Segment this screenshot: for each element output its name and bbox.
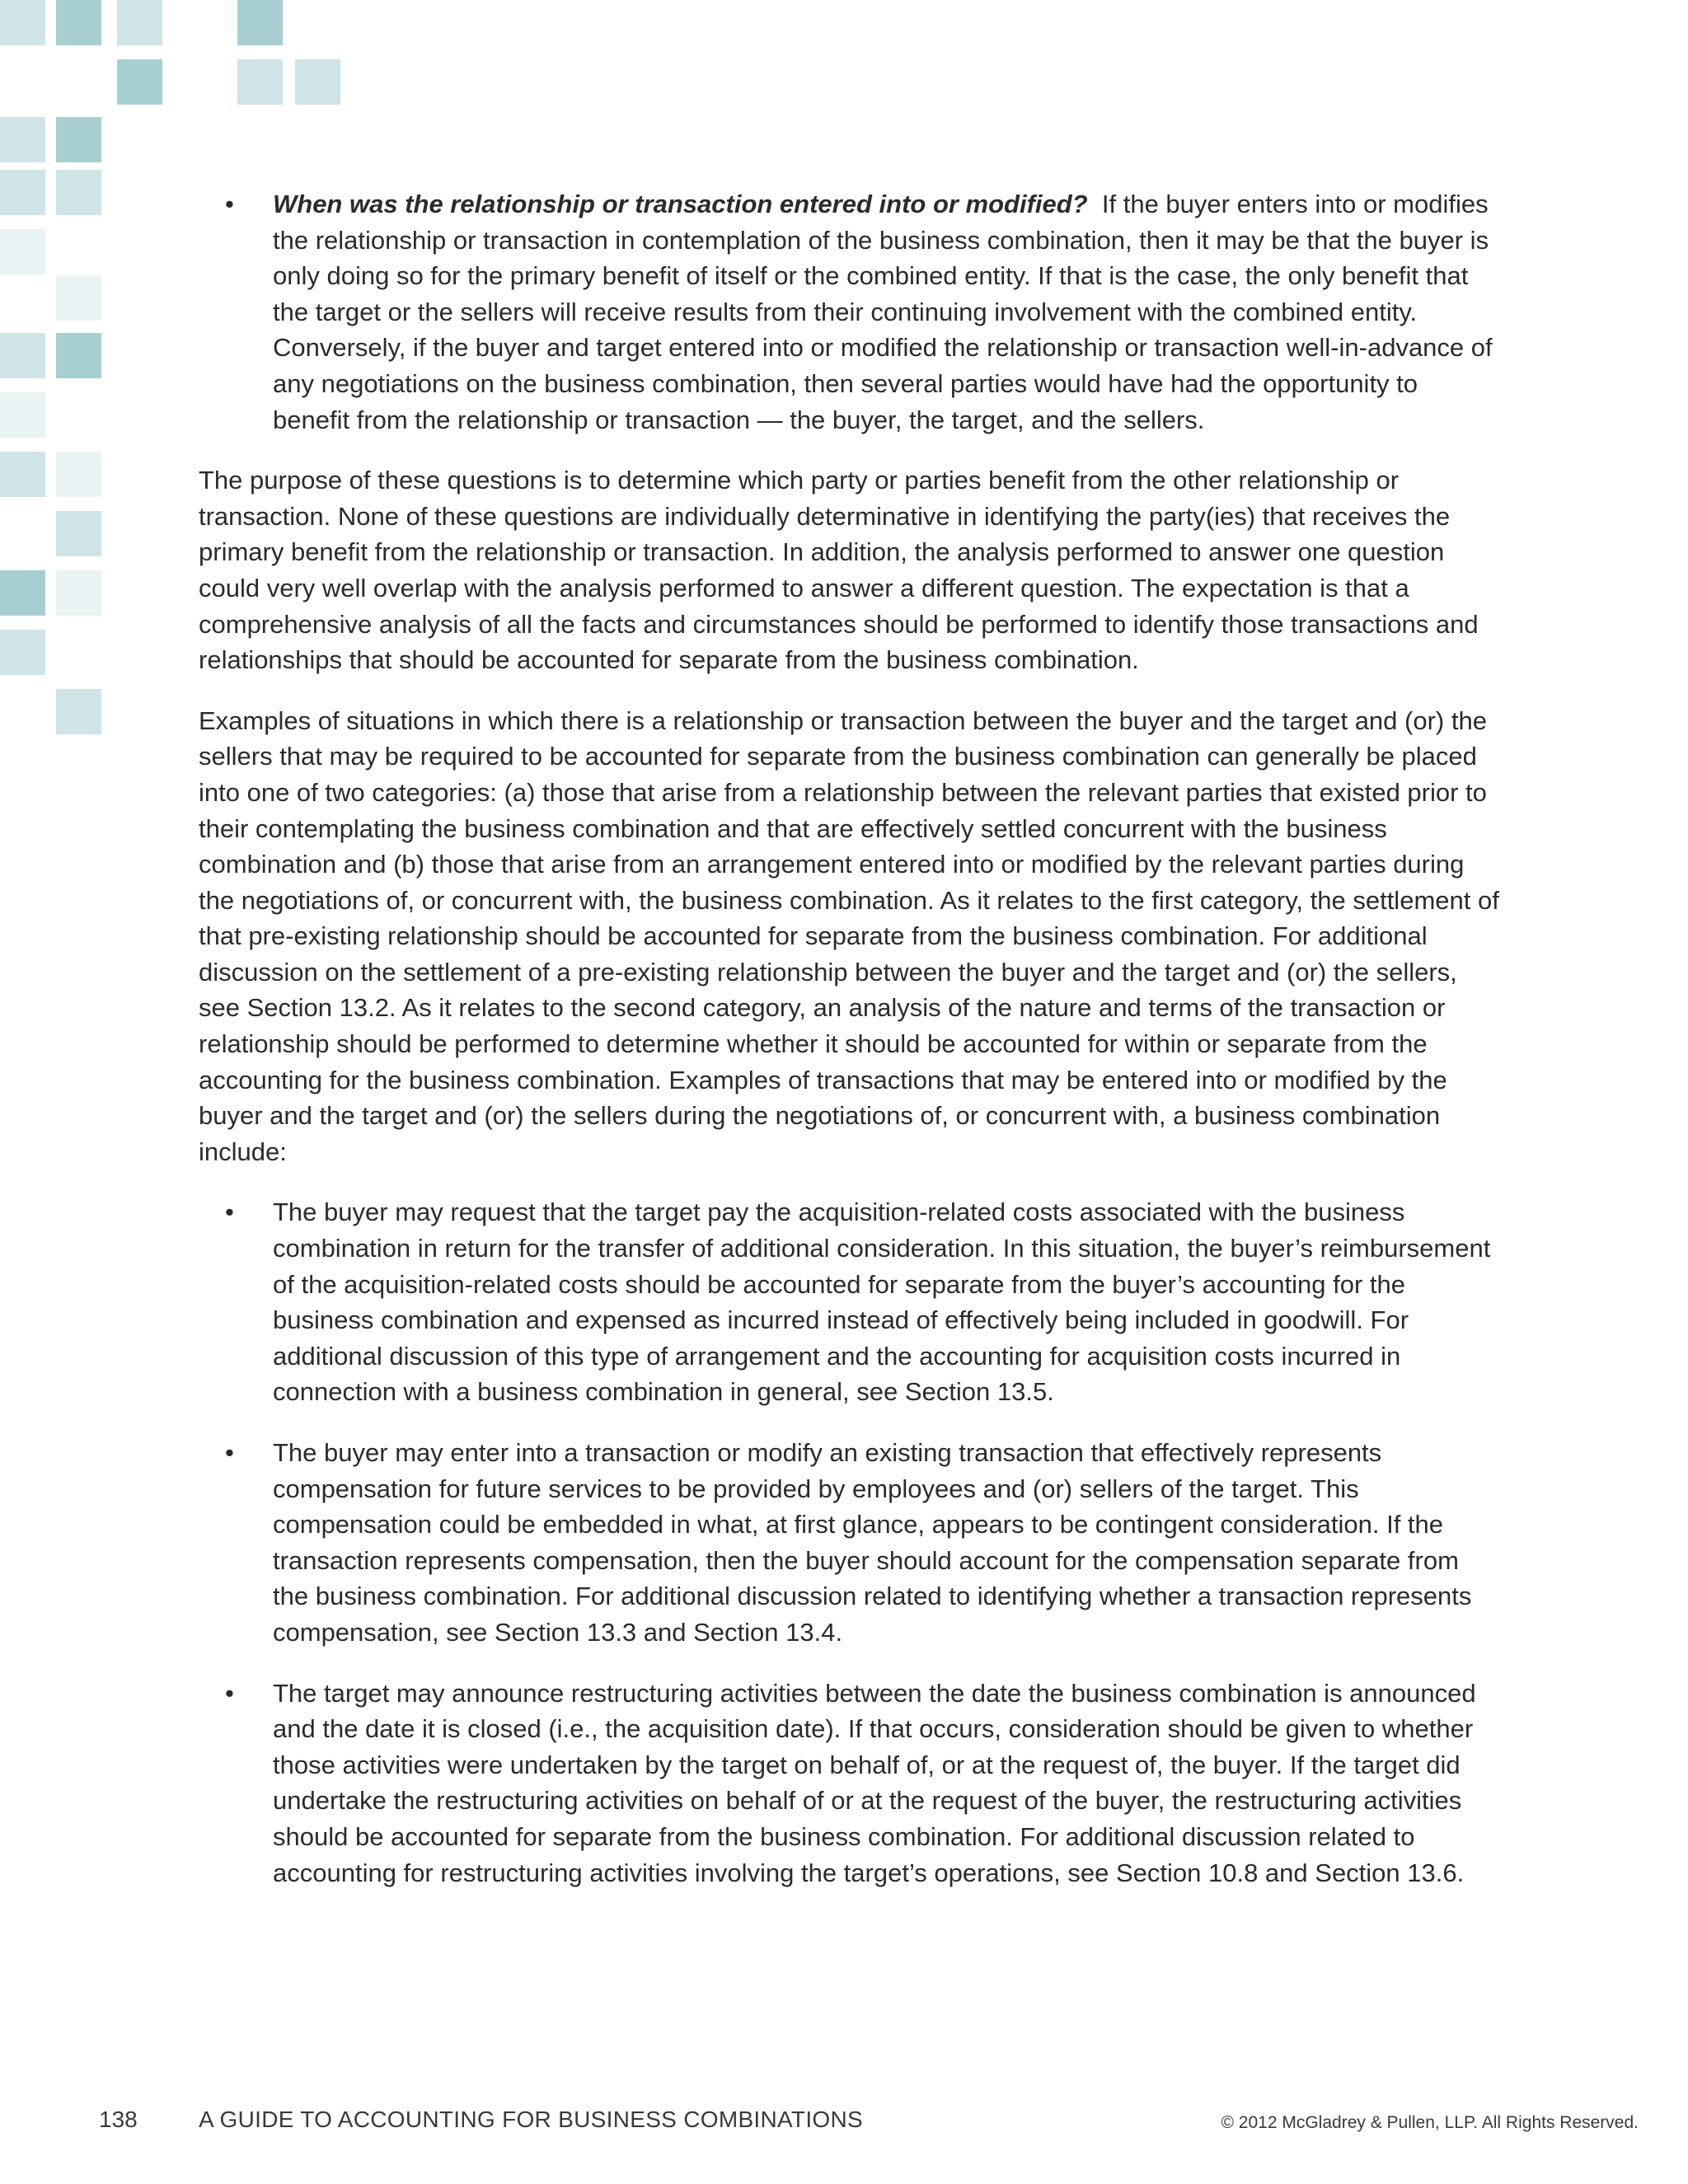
- bullet-text: The buyer may enter into a transaction or modify an existing transaction that effectively represents compensation for future services to be provided by employees and (or) sellers of the target. This compensation could be embedded in what, at first glance, appears to be contingent consideration. If the transaction represents compensation, then the buyer should account for the compensation separate from the business combination. For additional discussion related to identifying whether a transaction represents compensation, see Section 13.3 and Section 13.4.: [273, 1438, 1472, 1647]
- bullet-lead-question: When was the relationship or transaction entered into or modified?: [273, 190, 1088, 218]
- bullet-icon: •: [225, 1438, 234, 1467]
- bullet-text: The buyer may request that the target pay the acquisition-related costs associated with the business combination in return for the transfer of additional consideration. In this situation, the buyer’s reimbursement of the acquisition-related costs should be accounted for separate from the buyer’s accounting for the business combination and expensed as incurred instead of effectively being included in goodwill. For additional discussion of this type of arrangement and the accounting for acquisition costs incurred in connection with a business combination in general, see Section 13.5.: [273, 1197, 1491, 1407]
- bullet-item-compensation: [199, 1435, 1501, 1651]
- bullet-icon: •: [225, 190, 234, 218]
- paragraph-examples: Examples of situations in which there is a relationship or transaction between the buyer and the target and (or) the sellers that may be required to be accounted for separate from the business combination can generally be placed into one of two categories: (a) those that arise from a relationship between the relevant parties that existed prior to their contemplating the business combination and that are effectively settled concurrent with the business combination and (b) those that arise from an arrangement entered into or modified by the relevant parties during the negotiations of, or concurrent with, the business combination. As it relates to the first category, the settlement of that pre-existing relationship should be accounted for separate from the business combination. For additional discussion on the settlement of a pre-existing relationship between the buyer and the target and (or) the sellers, see Section 13.2. As it relates to the second category, an analysis of the nature and terms of the transaction or relationship should be performed to determine whether it should be accounted for within or separate from the accounting for the business combination. Examples of transactions that may be entered into or modified by the buyer and the target and (or) the sellers during the negotiations of, or concurrent with, a business combination include:: [199, 705, 1499, 1166]
- paragraph-purpose: The purpose of these questions is to determine which party or parties benefit from the other relationship or transaction. None of these questions are individually determinative in identifying the party(ies) that receives the primary benefit from the relationship or transaction. In addition, the analysis performed to answer one question could very well overlap with the analysis performed to answer a different question. The expectation is that a comprehensive analysis of all the facts and circumstances should be performed to identify those transactions and relationships that should be accounted for separate from the business combination.: [199, 466, 1479, 675]
- page-footer: [0, 2107, 1688, 2139]
- footer-title: A GUIDE TO ACCOUNTING FOR BUSINESS COMBINATIONS: [199, 2107, 863, 2132]
- bullet-item-restructuring: [199, 1675, 1501, 1891]
- page-number: 138: [99, 2107, 138, 2132]
- bullet-icon: •: [225, 1197, 234, 1227]
- bullet-text: The target may announce restructuring activities between the date the business combination is announced and the date it is closed (i.e., the acquisition date). If that occurs, consideration should be given to whether those activities were undertaken by the target on behalf of, or at the request of, the buyer. If the target did undertake the restructuring activities on behalf of or at the request of the buyer, the restructuring activities should be accounted for separate from the business combination. For additional discussion related to accounting for restructuring activities involving the target’s operations, see Section 10.8 and Section 13.6.: [273, 1678, 1476, 1887]
- document-body: [199, 186, 1501, 1915]
- bullet-item-acquisition-costs: [199, 1194, 1501, 1410]
- bullet-text: If the buyer enters into or modifies the relationship or transaction in contemplation of the business combination, then it may be that the buyer is only doing so for the primary benefit of itself or the combined entity. If that is the case, the only benefit that the target or the sellers will receive results from their continuing involvement with the combined entity. Conversely, if the buyer and target entered into or modified the relationship or transaction well-in-advance of any negotiations on the business combination, then several parties would have had the opportunity to benefit from the relationship or transaction — the buyer, the target, and the sellers.: [273, 190, 1493, 434]
- bullet-item-timing-question: [199, 186, 1501, 438]
- bullet-icon: •: [225, 1678, 234, 1708]
- copyright-notice: © 2012 McGladrey & Pullen, LLP. All Rights Reserved.: [1221, 2113, 1639, 2132]
